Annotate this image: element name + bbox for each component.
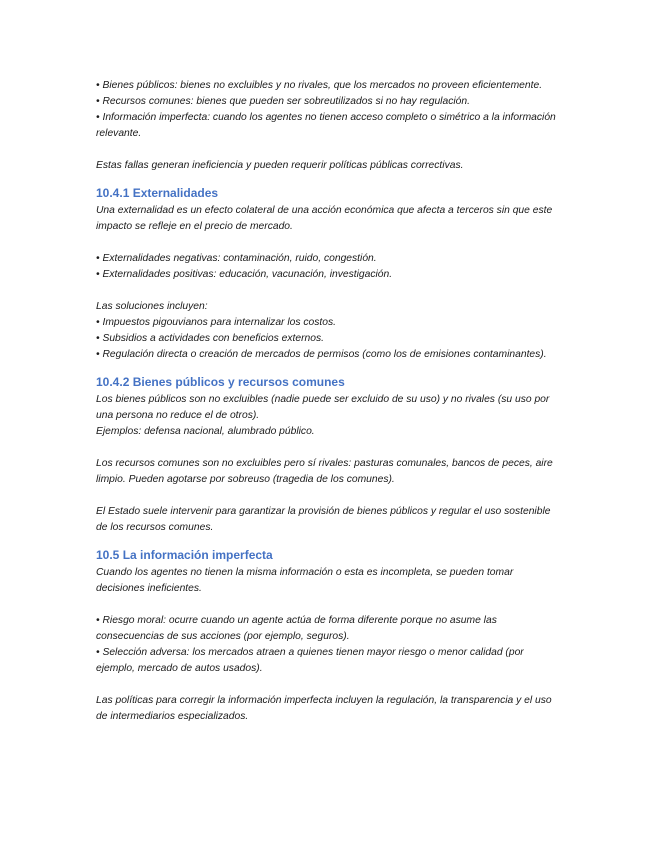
externality-definition: Una externalidad es un efecto colateral de una acción económica que afecta a terceros sin que este impacto se refleje en el precio de mercado.: [96, 205, 553, 232]
policies-paragraph: Las políticas para corregir la información imperfecta incluyen la regulación, la transparencia y el uso de intermediarios especializados.: [96, 695, 552, 722]
solutions-intro: Las soluciones incluyen:: [96, 301, 208, 312]
state-intervention-paragraph: El Estado suele intervenir para garantizar la provisión de bienes públicos y regular el uso sostenible de los recursos comunes.: [96, 506, 551, 533]
solution-subsidies: • Subsidios a actividades con beneficios externos.: [96, 333, 324, 344]
public-goods-definition: Los bienes públicos son no excluibles (nadie puede ser excluido de su uso) y no rivales (su uso por una persona no reduce el de otros).: [96, 394, 550, 421]
solution-regulation: • Regulación directa o creación de mercados de permisos (como los de emisiones contaminantes).: [96, 349, 547, 360]
public-goods-examples: Ejemplos: defensa nacional, alumbrado público.: [96, 426, 315, 437]
solution-pigouvian-taxes: • Impuestos pigouvianos para internalizar los costos.: [96, 317, 336, 328]
externality-positive: • Externalidades positivas: educación, vacunación, investigación.: [96, 269, 393, 280]
common-resources-paragraph: Los recursos comunes son no excluibles pero sí rivales: pasturas comunales, bancos de peces, aire limpio. Pueden agotarse por sobreuso (tragedia de los comunes).: [96, 458, 553, 485]
moral-hazard-bullet: • Riesgo moral: ocurre cuando un agente actúa de forma diferente porque no asume las consecuencias de sus acciones (por ejemplo, seguros).: [96, 615, 497, 642]
adverse-selection-bullet: • Selección adversa: los mercados atraen a quienes tienen mayor riesgo o menor calidad (por ejemplo, mercado de autos usados).: [96, 647, 524, 674]
intro-bullet-imperfect-information: • Información imperfecta: cuando los agentes no tienen acceso completo o simétrico a la información relevante.: [96, 112, 556, 139]
intro-bullet-public-goods: • Bienes públicos: bienes no excluibles y no rivales, que los mercados no proveen eficientemente.: [96, 80, 543, 91]
externality-negative: • Externalidades negativas: contaminación, ruido, congestión.: [96, 253, 377, 264]
heading-externalities: 10.4.1 Externalidades: [96, 186, 219, 200]
intro-conclusion: Estas fallas generan ineficiencia y pueden requerir políticas públicas correctivas.: [96, 160, 464, 171]
heading-imperfect-information: 10.5 La información imperfecta: [96, 548, 273, 562]
heading-public-goods: 10.4.2 Bienes públicos y recursos comunes: [96, 375, 345, 389]
imperfect-information-intro: Cuando los agentes no tienen la misma información o esta es incompleta, se pueden tomar decisiones ineficientes.: [96, 567, 514, 594]
intro-bullet-common-resources: • Recursos comunes: bienes que pueden ser sobreutilizados si no hay regulación.: [96, 96, 470, 107]
